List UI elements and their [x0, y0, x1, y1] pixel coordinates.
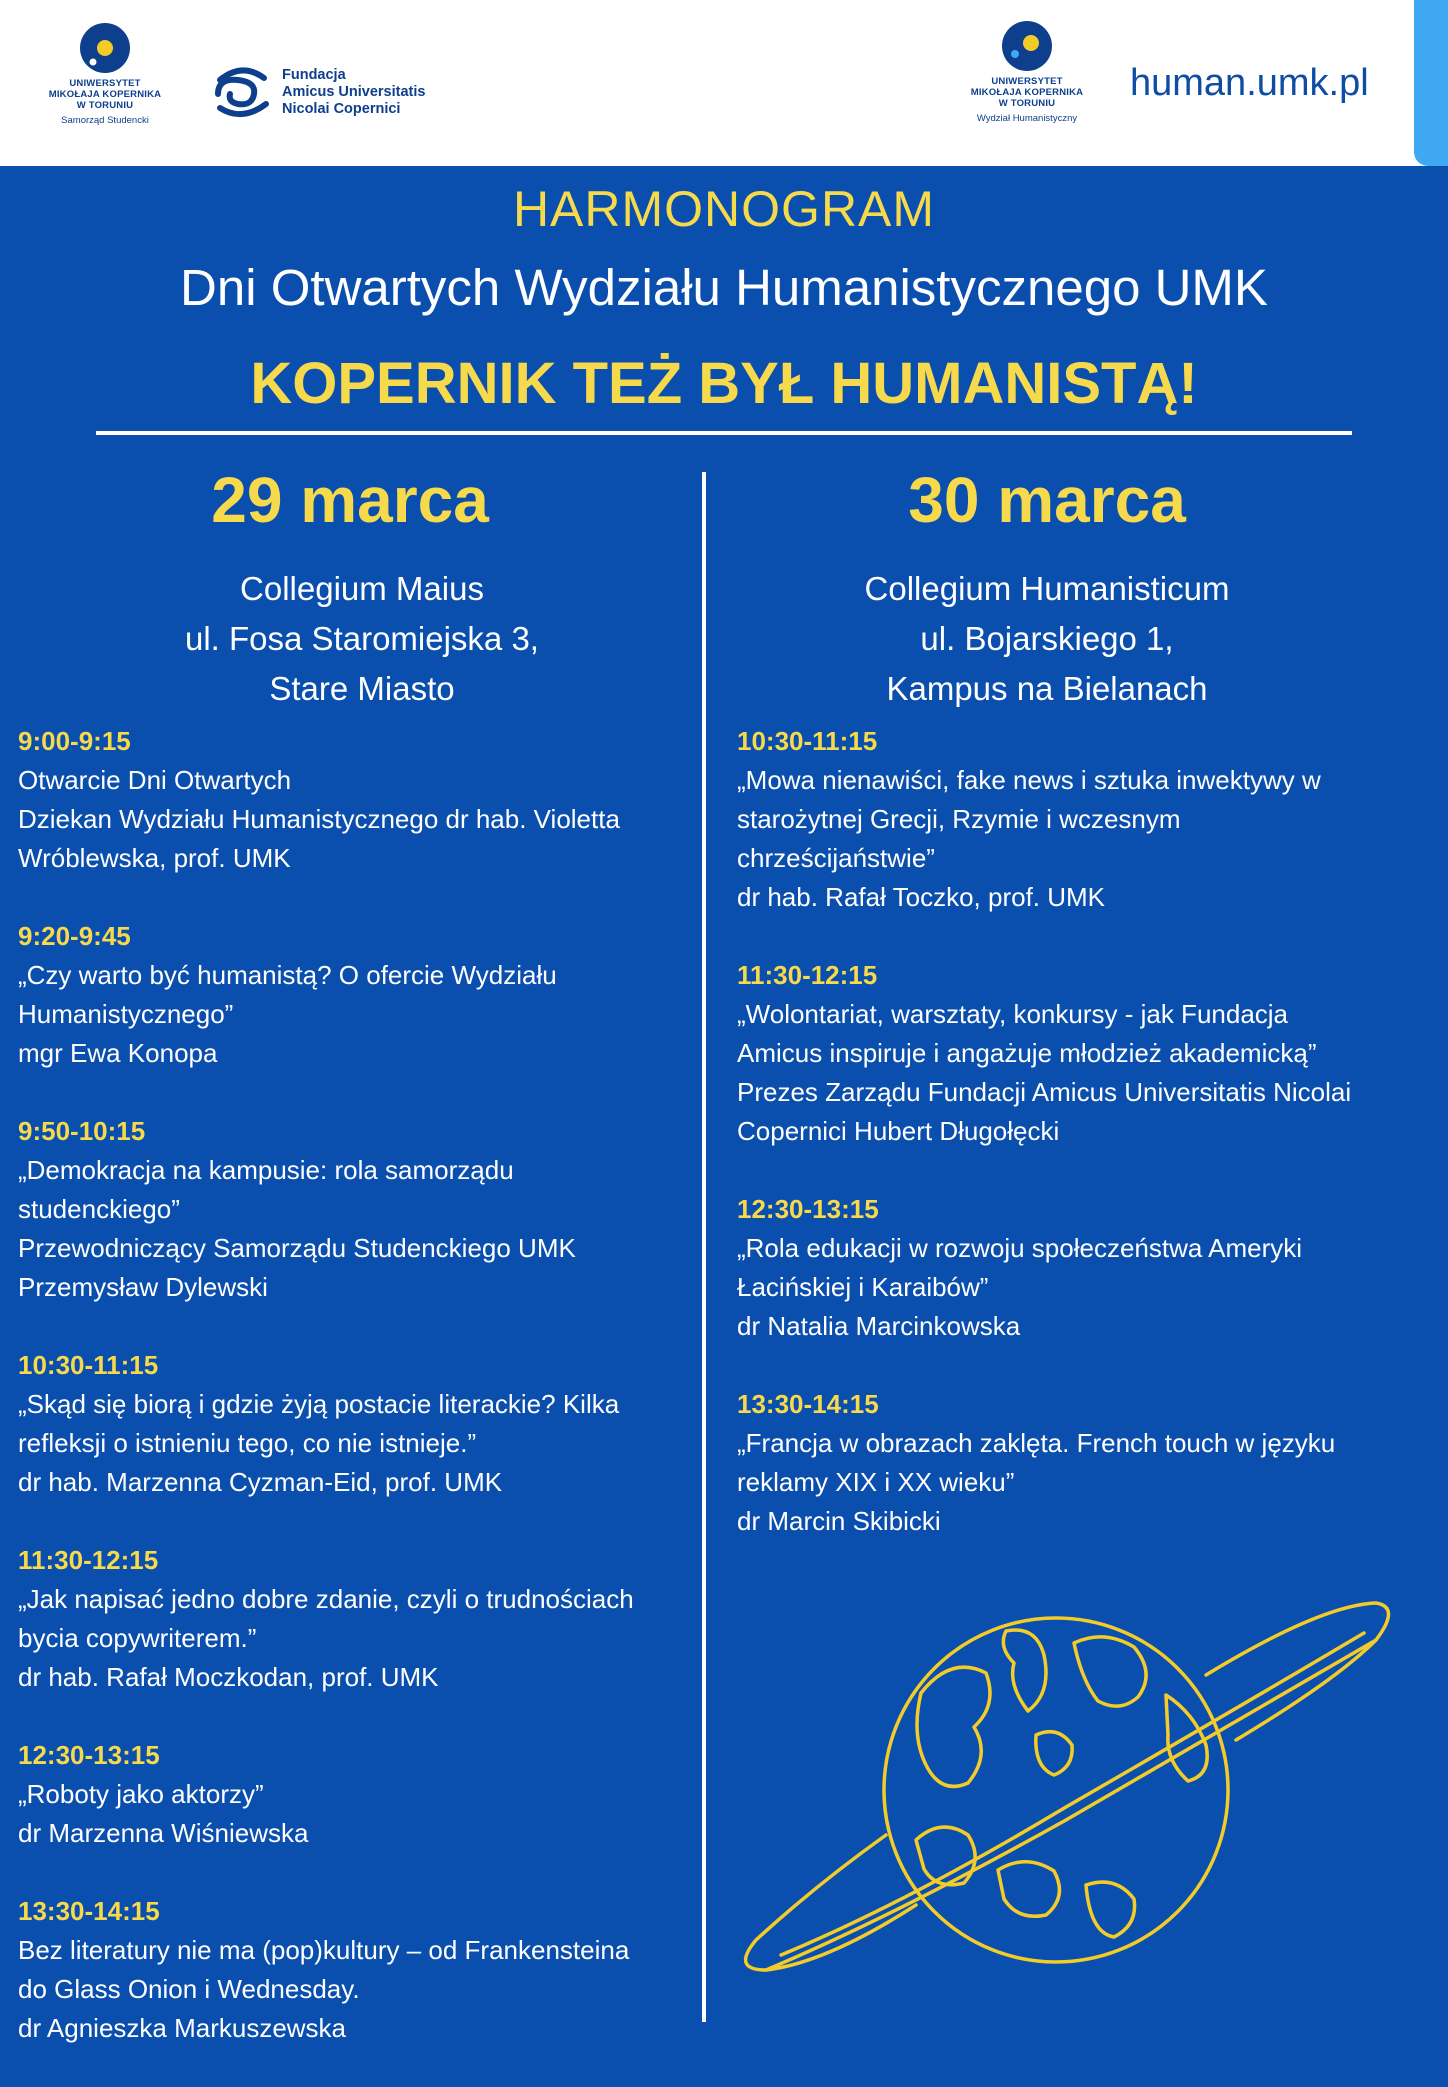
foundation-swirl-icon [212, 64, 272, 120]
event-description: „Rola edukacji w rozwoju społeczeństwa Ameryki Łacińskiej i Karaibów” dr Natalia Marcinkowska [737, 1233, 1303, 1341]
event-time: 9:50-10:15 [18, 1116, 146, 1146]
day-1-column [18, 458, 700, 2087]
venue-name: Collegium Maius [240, 570, 484, 607]
schedule-item [737, 722, 1427, 917]
event-time: 11:30-12:15 [737, 960, 878, 990]
day-1-venue [18, 564, 706, 714]
day-2-venue [737, 564, 1357, 714]
venue-address: ul. Bojarskiego 1, [920, 620, 1174, 657]
event-time: 10:30-11:15 [18, 1350, 159, 1380]
day-1-date: 29 marca [211, 464, 489, 536]
header-bar [0, 0, 1448, 166]
umk-humanities-faculty-logo [962, 20, 1092, 124]
schedule-item [18, 1736, 700, 1853]
schedule-item [18, 1346, 700, 1502]
event-time: 11:30-12:15 [18, 1545, 159, 1575]
website-link[interactable]: human.umk.pl [1130, 62, 1369, 104]
header-accent-stripe [1414, 0, 1448, 166]
event-description: „Jak napisać jedno dobre zdanie, czyli o trudnościach bycia copywriterem.” dr hab. Rafał Moczkodan, prof. UMK [18, 1584, 634, 1692]
schedule-item [18, 722, 700, 878]
event-description: „Czy warto być humanistą? O ofercie Wydziału Humanistycznego” mgr Ewa Konopa [18, 960, 557, 1068]
planet-icon [736, 1585, 1396, 2005]
day-2-schedule [737, 722, 1427, 1541]
day-2-column [737, 458, 1427, 1580]
event-description: „Skąd się biorą i gdzie żyją postacie literackie? Kilka refleksji o istnieniu tego, co nie istnieje.” dr hab. Marzenna Cyzman-Eid, prof. UMK [18, 1389, 620, 1497]
page-slogan: KOPERNIK TEŻ BYŁ HUMANISTĄ! [250, 351, 1198, 416]
page-subtitle: Dni Otwartych Wydziału Humanistycznego UMK [180, 259, 1268, 316]
schedule-item [18, 917, 700, 1073]
schedule-item [737, 1385, 1427, 1541]
venue-address: ul. Fosa Staromiejska 3, [185, 620, 539, 657]
logo-right-subtitle: Wydział Humanistyczny [976, 113, 1078, 124]
horizontal-divider [96, 431, 1352, 435]
event-description: „Mowa nienawiści, fake news i sztuka inwektywy w starożytnej Grecji, Rzymie i wczesnym chrześcijaństwie” dr hab. Rafał Toczko, prof. UMK [737, 765, 1321, 912]
event-description: Bez literatury nie ma (pop)kultury – od Frankensteina do Glass Onion i Wednesday. dr Agnieszka Markuszewska [18, 1935, 630, 2043]
logo-right-title: UNIWERSYTET MIKOŁAJA KOPERNIKA W TORUNIU [970, 76, 1084, 109]
schedule-item [737, 956, 1427, 1151]
logo-left-subtitle: Samorząd Studencki [61, 115, 149, 126]
venue-district: Stare Miasto [269, 670, 455, 707]
logo-left-title: UNIWERSYTET MIKOŁAJA KOPERNIKA W TORUNIU [48, 78, 162, 111]
umk-emblem-icon [1001, 20, 1053, 72]
day-2-date: 30 marca [908, 464, 1186, 536]
event-description: „Roboty jako aktorzy” dr Marzenna Wiśniewska [18, 1779, 309, 1848]
event-description: „Demokracja na kampusie: rola samorządu studenckiego” Przewodniczący Samorządu Studenckiego UMK Przemysław Dylewski [18, 1155, 576, 1302]
foundation-name: Fundacja Amicus Universitatis Nicolai Copernici [282, 67, 426, 117]
event-time: 13:30-14:15 [737, 1389, 879, 1419]
event-description: Otwarcie Dni Otwartych Dziekan Wydziału Humanistycznego dr hab. Violetta Wróblewska, prof. UMK [18, 765, 620, 873]
event-time: 12:30-13:15 [737, 1194, 879, 1224]
venue-district: Kampus na Bielanach [886, 670, 1208, 707]
day-1-schedule [18, 722, 700, 2048]
event-time: 9:20-9:45 [18, 921, 131, 951]
event-time: 12:30-13:15 [18, 1740, 160, 1770]
event-description: „Francja w obrazach zaklęta. French touch w języku reklamy XIX i XX wieku” dr Marcin Skibicki [737, 1428, 1336, 1536]
schedule-item [18, 1541, 700, 1697]
page-title: HARMONOGRAM [512, 181, 936, 237]
umk-student-council-logo [40, 22, 170, 126]
event-time: 9:00-9:15 [18, 726, 131, 756]
foundation-logo [212, 64, 452, 124]
event-description: „Wolontariat, warsztaty, konkursy - jak Fundacja Amicus inspiruje i angażuje młodzież akademicką” Prezes Zarządu Fundacji Amicus Universitatis Nicolai Copernici Hubert Długołęcki [737, 999, 1352, 1146]
venue-name: Collegium Humanisticum [864, 570, 1230, 607]
umk-emblem-icon [79, 22, 131, 74]
event-time: 13:30-14:15 [18, 1896, 160, 1926]
schedule-item [18, 1112, 700, 1307]
schedule-item [18, 1892, 700, 2048]
schedule-item [737, 1190, 1427, 1346]
event-time: 10:30-11:15 [737, 726, 878, 756]
